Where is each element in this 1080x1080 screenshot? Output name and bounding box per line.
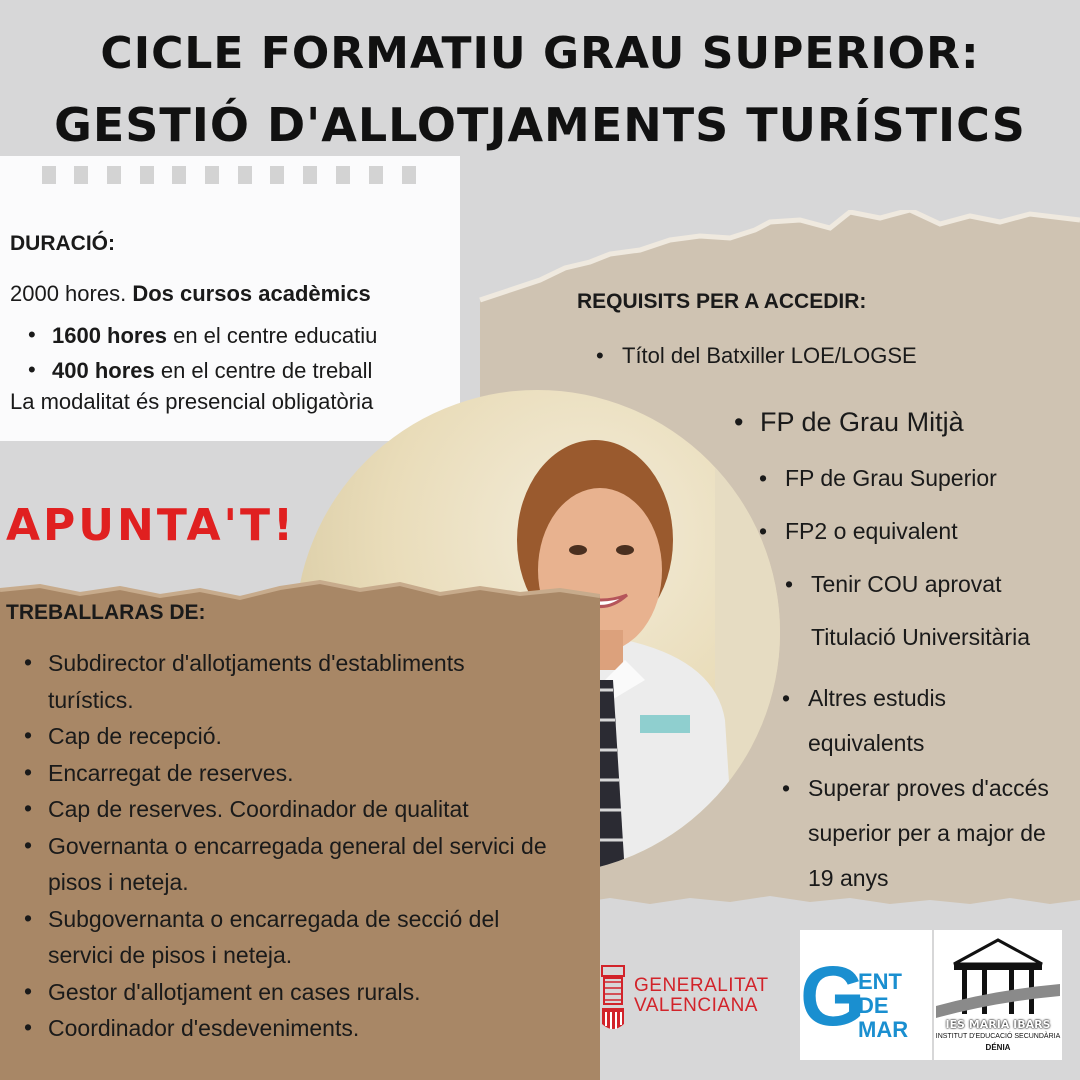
duracio-hours <box>10 281 371 307</box>
ies-name: IES MARIA IBARS <box>945 1018 1051 1031</box>
requisit-item: • FP2 o equivalent <box>785 518 958 545</box>
treballaras-list <box>48 645 548 1047</box>
ies-maria-ibars-logo <box>934 930 1062 1060</box>
requisits-heading: REQUISITS PER A ACCEDIR: <box>577 290 867 313</box>
notebook-hole <box>270 166 284 184</box>
list-item-text: en el centre de treball <box>154 358 373 383</box>
gv-text <box>634 976 769 1016</box>
list-item <box>52 318 377 353</box>
list-item-bold: 1600 hores <box>52 323 167 348</box>
list-item <box>52 353 377 388</box>
duracio-modalitat: La modalitat és presencial obligatòria <box>10 389 374 414</box>
duracio-heading: DURACIÓ: <box>10 232 115 255</box>
duracio-hours-bold: Dos cursos acadèmics <box>132 281 371 306</box>
requisit-item: • FP de Grau Mitjà <box>760 407 964 438</box>
gv-line-1: GENERALITAT <box>634 975 769 996</box>
list-item: • Cap de reserves. Coordinador de qualitat <box>48 791 548 828</box>
notebook-hole <box>369 166 383 184</box>
notebook-hole <box>402 166 416 184</box>
gent-g-letter: G <box>800 949 866 1043</box>
ies-subtitle: INSTITUT D'EDUCACIÓ SECUNDÀRIA <box>935 1033 1061 1040</box>
requisit-item: • Altres estudis equivalents <box>808 676 978 766</box>
notebook-hole <box>205 166 219 184</box>
title-line-1: CICLE FORMATIU GRAU SUPERIOR: <box>100 28 980 79</box>
list-item: • Encarregat de reserves. <box>48 755 548 792</box>
duracio-list <box>52 318 377 388</box>
requisit-item: • Títol del Batxiller LOE/LOGSE <box>622 343 917 369</box>
gent-text <box>858 970 932 1042</box>
gent-line-2: DE MAR <box>858 993 909 1042</box>
gent-line-1: ENT <box>858 969 902 994</box>
notebook-hole <box>303 166 317 184</box>
ies-city: DÉNIA <box>985 1043 1011 1052</box>
duracio-hours-text: 2000 hores. <box>10 281 133 306</box>
title-line-2: GESTIÓ D'ALLOTJAMENTS TURÍSTICS <box>54 98 1026 152</box>
requisit-item: • Tenir COU aprovat <box>811 571 1001 598</box>
requisit-item: • Titulació Universitària <box>811 624 1080 651</box>
cta-apuntat: APUNTA'T! <box>6 500 297 551</box>
gent-de-mar-logo <box>800 930 932 1060</box>
list-item-bold: 400 hores <box>52 358 155 383</box>
notebook-hole <box>107 166 121 184</box>
list-item: • Gestor d'allotjament en cases rurals. <box>48 974 548 1011</box>
gv-line-2: VALENCIANA <box>634 995 758 1016</box>
notebook-hole <box>172 166 186 184</box>
notebook-hole <box>140 166 154 184</box>
list-item: • Governanta o encarregada general del servici de pisos i neteja. <box>48 828 548 901</box>
list-item: • Subdirector d'allotjaments d'establiments turístics. <box>48 645 548 718</box>
requisit-item: • Superar proves d'accés superior per a major de 19 anys <box>808 766 1070 901</box>
notebook-hole <box>336 166 350 184</box>
gv-emblem-icon <box>598 962 628 1034</box>
list-item: • Cap de recepció. <box>48 718 548 755</box>
ies-building-icon <box>934 934 1062 1024</box>
notebook-hole <box>74 166 88 184</box>
generalitat-valenciana-logo <box>598 962 778 1032</box>
notebook-hole <box>42 166 56 184</box>
treballaras-heading: TREBALLARAS DE: <box>6 601 206 624</box>
notebook-hole <box>238 166 252 184</box>
requisit-item: • FP de Grau Superior <box>785 465 997 492</box>
list-item: • Coordinador d'esdeveniments. <box>48 1010 548 1047</box>
list-item: • Subgovernanta o encarregada de secció del servici de pisos i neteja. <box>48 901 548 974</box>
list-item-text: en el centre educatiu <box>166 323 378 348</box>
